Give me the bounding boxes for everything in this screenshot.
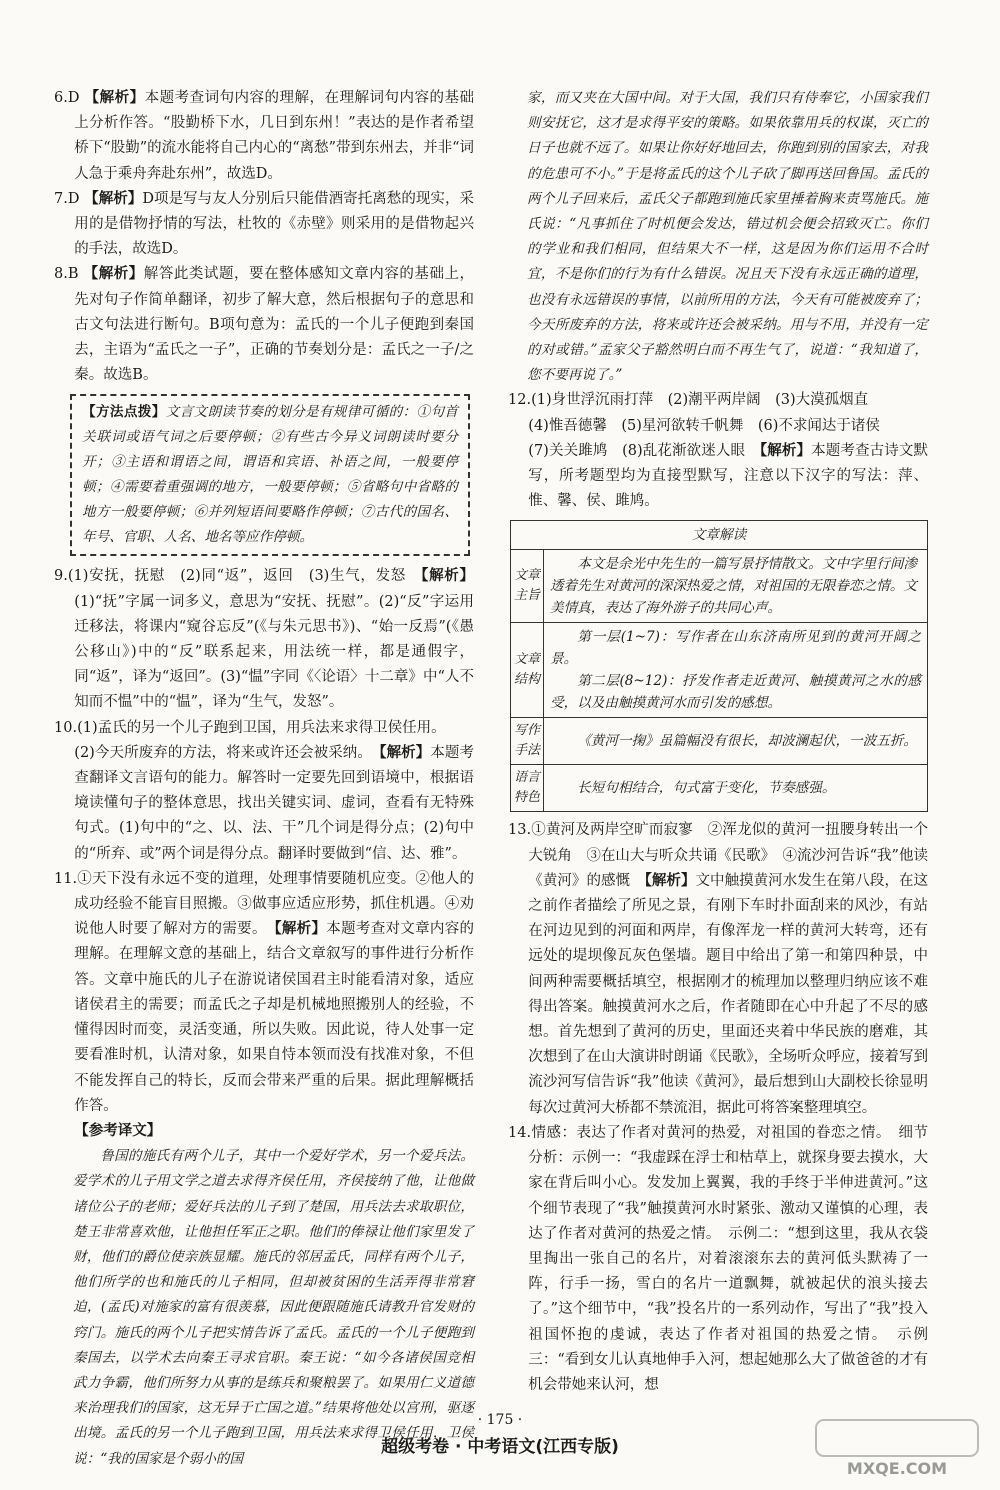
table-row [511, 623, 928, 718]
answer-10-part2: (2)今天所废弃的方法，将来或许还会被采纳。 【解析】本题考查翻译文言语句的能力。解答时一定要先回到语境中，根据语境读懂句子的整体意思，找出关键实词、虚词，查看有无特殊句式。(1)句中的“之、以、法、干”几个词是得分点；(2)句中的“所弃、或”两个词是得分点。翻译时要做到“信、达、雅”。 [74, 744, 475, 862]
right-column [508, 86, 928, 1398]
page-number: · 175 · [477, 1412, 523, 1428]
row-label: 文章主旨 [511, 550, 544, 623]
table-row [511, 765, 928, 812]
table-row [511, 550, 928, 623]
reference-translation-heading: 【参考译文】 [74, 1122, 162, 1139]
answer-10: 10.(1)孟氏的另一个儿子跑到卫国，用兵法来求得卫侯任用。 [54, 719, 446, 736]
row-text: 本文是余光中先生的一篇写景抒情散文。文中字里行间渗透着先生对黄河的深深热爱之情，对祖国的无限眷恋之情。文美情真，表达了海外游子的共同心声。 [544, 550, 928, 623]
watermark-logo [812, 1418, 982, 1482]
reference-translation: 鲁国的施氏有两个儿子，其中一个爱好学术，另一个爱兵法。爱学术的儿子用文学之道去求得齐侯任用，齐侯接纳了他，让他做诸位公子的老师；爱好兵法的儿子到了楚国，用兵法去求取职位，楚王非常喜欢他，让他担任军正之职。他们的俸禄让他们家里发了财，他们的爵位使亲族显耀。施氏的邻居孟氏，同样有两个儿子，他们所学的也和施氏的儿子相同，但却被贫困的生活弄得非常窘迫，(孟氏)对施家的富有很羡慕，因此便跟随施氏请教升官发财的窍门。施氏的两个儿子把实情告诉了孟氏。孟氏的一个儿子便跑到秦国去，以学术去向秦王寻求官职。秦王说：“如今各诸侯国竞相武力争霸，他们所努力从事的是练兵和聚粮罢了。如果用仁义道德来治理我们的国家，这无异于亡国之道。”结果将他处以宫刑，驱逐出境。孟氏的另一个儿子跑到卫国，用兵法来求得卫侯任用，卫侯说：“我的国家是个弱小的国 [73, 1148, 474, 1467]
row-label: 语言特色 [511, 765, 544, 812]
answer-7: 7.D 【解析】D项是写与友人分别后只能借酒寄托离愁的现实，采用的是借物抒情的写法，杜牧的《赤壁》则采用的是借物起兴的手法，故选D。 [54, 190, 475, 258]
answer-9: 9.(1)安抚，抚慰 (2)同“返”，返回 (3)生气，发怒 【解析】(1)“抚”字属一词多义，意思为“安抚、抚慰”。(2)“反”字运用迁移法，将课内“窥谷忘反”(《与朱元思书》)、“始一反焉”(《愚公移山》)中的“反”联系起来，用法统一样，都是通假字，同“返”，译为“返回”。(3)“愠”字同《〈论语〉十二章》中“人不知而不愠”中的“愠”，译为“生气，发怒”。 [54, 568, 474, 711]
answer-12: 12.(1)身世浮沉雨打萍 (2)潮平两岸阔 (3)大漠孤烟直 [508, 392, 869, 409]
answer-13: 13.①黄河及两岸空旷而寂寥 ②浑龙似的黄河一扭腰身转出一个大锐角 ③在山大与听众共诵《民歌》 ④流沙河告诉“我”他读《黄河》的感慨 【解析】文中触摸黄河水发生在第八段，在这之前作者描绘了所见之景，有刚下车时扑面刮来的风沙，有站在河边见到的河面和两岸，有像浑龙一样的黄河大转弯，还有远处的堤坝像瓦灰色堡墙。题目中给出了第一和第四种景，中间两种需要概括填空，根据刚才的梳理加以整理归纳应该不难得出答案。触摸黄河水之后，作者随即在心中升起了不尽的感想。首先想到了黄河的历史，里面还夹着中华民族的磨难，其次想到了在山大演讲时朗诵《民歌》，全场听众呼应，接着写到流沙河写信告诉“我”他读《黄河》，最后想到山大副校长徐显明每次过黄河大桥都不禁流泪，据此可将答案整理填空。 [508, 822, 929, 1116]
row-text: 长短句相结合，句式富于变化，节奏感强。 [544, 765, 928, 812]
table-title: 文章解读 [511, 521, 928, 550]
reference-translation-continued: 家，而又夹在大国中间。对于大国，我们只有侍奉它，小国家我们则安抚它，这才是求得平安的策略。如果依靠用兵的权谋，灭亡的日子也就不远了。如果让你好好地回去，你跑到别的国家去，对我的危患可不小。”于是将孟氏的这个儿子砍了脚再送回鲁国。孟氏的两个儿子回来后，孟氏父子都跑到施氏家里捶着胸来责骂施氏。施氏说：“凡事抓住了时机便会发达，错过机会便会招致灭亡。你们的学业和我们相同，但结果大不一样，这是因为你们运用不合时宜，不是你们的行为有什么错误。况且天下没有永远正确的道理，也没有永远错误的事情，以前所用的方法，今天有可能被废弃了；今天所废弃的方法，将来或许还会被采纳。用与不用，并没有一定的对或错。”孟家父子豁然明白而不再生气了，说道：“我知道了，您不要再说了。” [527, 90, 928, 384]
row-label: 文章结构 [511, 623, 544, 718]
row-text: 《黄河一掬》虽篇幅没有很长，却波澜起伏，一波五折。 [544, 718, 928, 765]
answer-6: 6.D 【解析】本题考查词句内容的理解，在理解词句内容的基础上分析作答。“股勤桥下水，几日到东州！”表达的是作者希望桥下“股勤”的流水能将自己内心的“离愁”带到东州去，并非“词人急于乘舟奔赴东州”，故选D。 [54, 90, 475, 182]
article-reading-table [510, 520, 928, 812]
answer-14: 14.情感：表达了作者对黄河的热爱，对祖国的眷恋之情。 细节分析：示例一：“我虚踩在浮士和枯草上，就探身要去摸水，大家在背后叫小心。发发加上翼翼，我的手终于半伸进黄河。”这个细节表现了“我”触摸黄河水时紧张、激动又谨慎的心理，表达了作者对黄河的热爱之情。 示例二：“想到这里，我从衣袋里掏出一张自己的名片，对着滚滚东去的黄河低头默祷了一阵，行手一扬，雪白的名片一道飘舞，就被起伏的浪头接去了。”这个细节中，“我”投名片的一系列动作，写出了“我”投入祖国怀抱的虔诚，表达了作者对祖国的热爱之情。 示例三：“看到女儿认真地伸手入河，想起她那么大了做爸爸的才有机会带她来认河，想 [508, 1124, 928, 1393]
watermark-text: MXQE.COM [846, 1459, 948, 1478]
answer-11: 11.①天下没有永远不变的道理，处理事情要随机应变。②他人的成功经验不能盲目照搬。③做事应适应形势，抓住机遇。④劝说他人时要了解对方的需要。 【解析】本题考查对文章内容的理解。在理解文意的基础上，结合文章叙写的事件进行分析作答。文章中施氏的儿子在游说诸侯国君主时能看清对象，适应诸侯君主的需要；而孟氏之子却是机械地照搬别人的经验，不懂得因时而变，灵活变通，所以失败。因此说，待人处事一定要看准时机，认清对象，如果自恃本领而没有找准对象，不但不能发挥自己的特长，反而会带来严重的后果。据此理解概括作答。 [54, 870, 475, 1114]
method-tip-box: 【方法点拨】文言文朗读节奏的划分是有规律可循的：①句首关联词或语气词之后要停顿；②有些古今异义词朗读时要分开；③主语和谓语之间，谓语和宾语、补语之间，一般要停顿；④需要着重强调的地方，一般要停顿；⑤省略句中省略的地方一般要停顿；⑥并列短语间要略作停顿；⑦古代的国名、年号、官职、人名、地名等应作停顿。 [70, 394, 470, 556]
answer-8: 8.B 【解析】解答此类试题，要在整体感知文章内容的基础上，先对句子作简单翻译，初步了解大意，然后根据句子的意思和古文句法进行断句。B项句意为：孟氏的一个儿子便跑到秦国去，主语为“孟氏之一子”，正确的节奏划分是：孟氏之一子/之秦。故选B。 [54, 266, 475, 384]
row-text: 第一层(1~7)：写作者在山东济南所见到的黄河开阔之景。 第二层(8~12)：抒发作者走近黄河、触摸黄河之水的感受，以及由触摸黄河水而引发的感想。 [544, 623, 928, 718]
left-column [54, 86, 474, 1472]
watermark-badge [816, 1420, 978, 1456]
book-title: 超级考卷 · 中考语文(江西专版) [381, 1437, 619, 1457]
answer-12-line3: (7)关关雎鸠 (8)乱花渐欲迷人眼 【解析】本题考查古诗文默写，所考题型均为直接型默写，注意以下汉字的写法：萍、惟、馨、侯、雎鸠。 [528, 442, 929, 510]
table-row [511, 718, 928, 765]
row-label: 写作手法 [511, 718, 544, 765]
answer-12-line2: (4)惟吾德馨 (5)星河欲转千帆舞 (6)不求闻达于诸侯 [528, 417, 880, 434]
